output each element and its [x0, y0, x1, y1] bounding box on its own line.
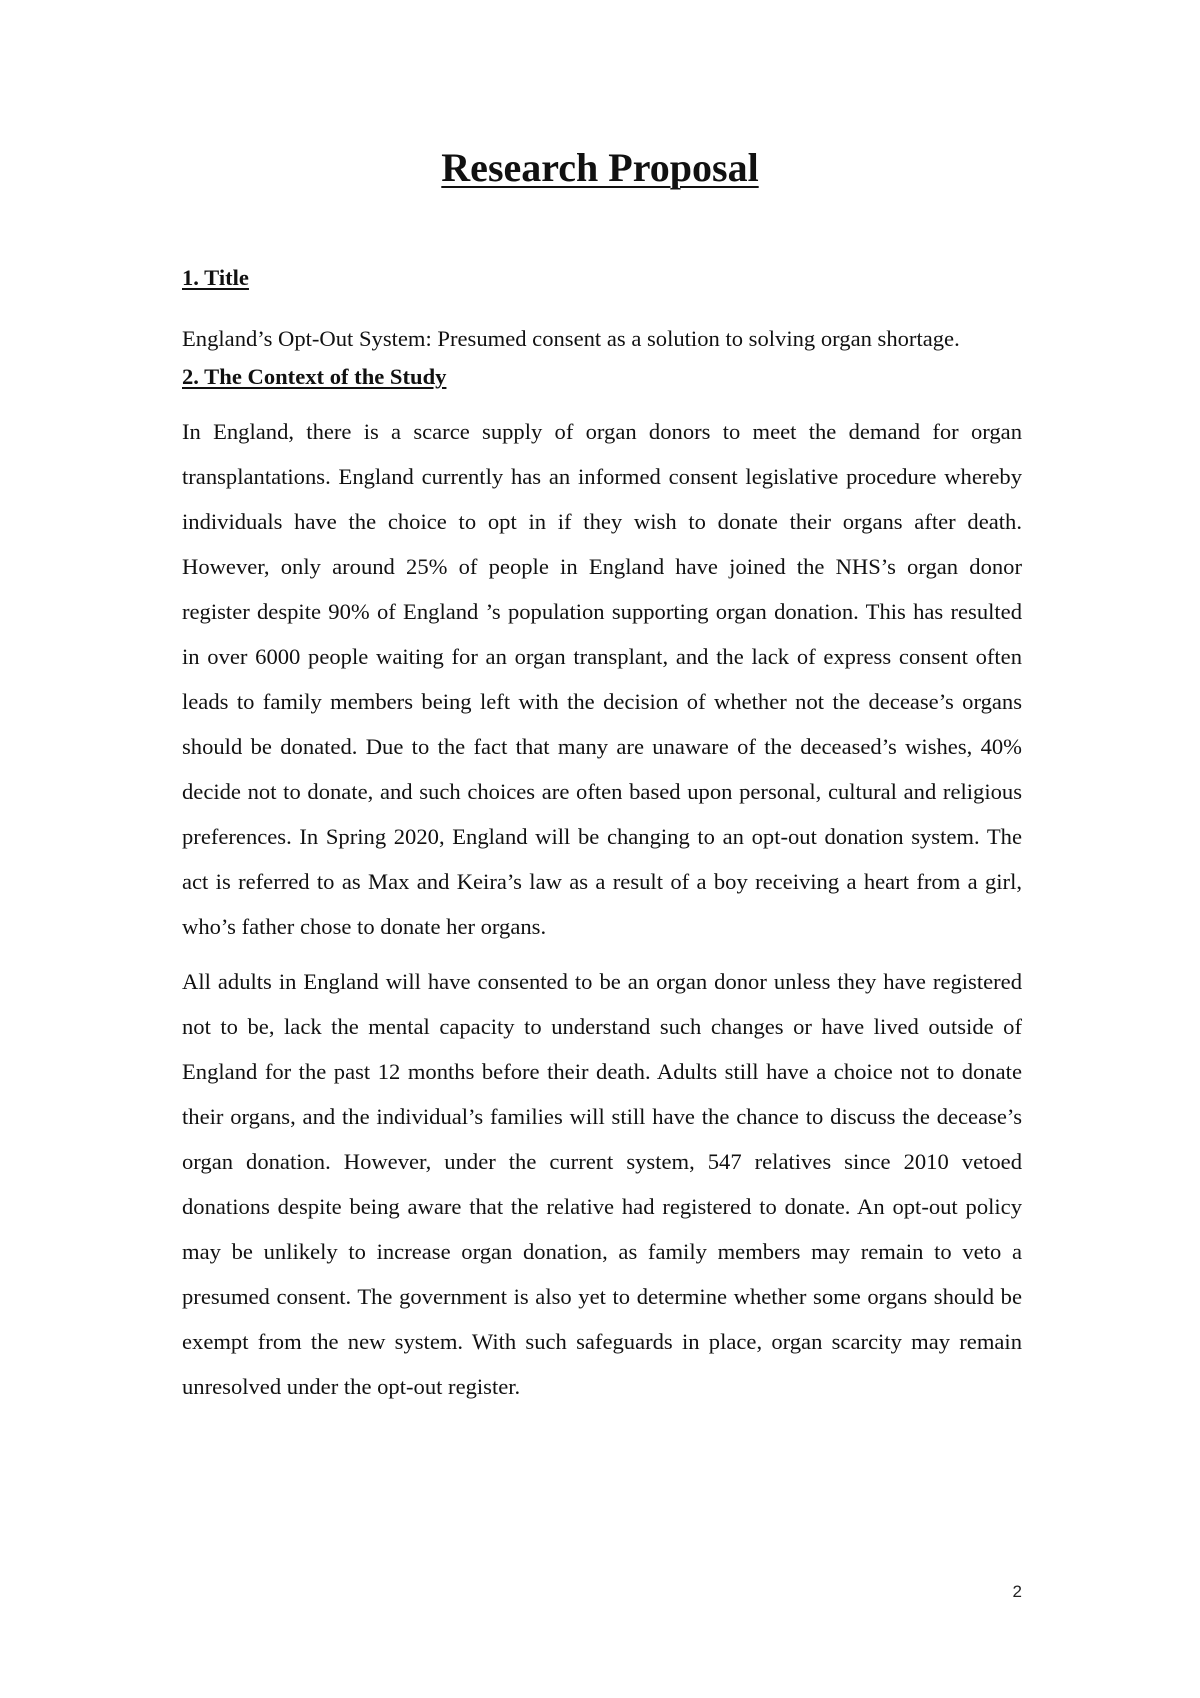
context-paragraph-2: All adults in England will have consented to be an organ donor unless they have registered not to be, lack the mental capacity to understand such changes or have lived outside of England for the past 12 months before their death. Adults still have a choice not to donate their organs, and the individual’s families will still have the chance to discuss the decease’s organ donation. However, under the current system, 547 relatives since 2010 vetoed donations despite being aware that the relative had registered to donate. An opt-out policy may be unlikely to increase organ donation, as family members may remain to veto a presumed consent. The government is also yet to determine whether some organs should be exempt from the new system. With such safeguards in place, organ scarcity may remain unresolved under the opt-out register. — [182, 969, 1022, 1399]
page-number: 2 — [1012, 1582, 1022, 1601]
section-heading-title: 1. Title — [182, 265, 249, 290]
context-paragraph-1: In England, there is a scarce supply of organ donors to meet the demand for organ transplantations. England currently has an informed consent legislative procedure whereby individuals have the choice to opt in if they wish to donate their organs after death. However, only around 25% of people in England have joined the NHS’s organ donor register despite 90% of England ’s population supporting organ donation. This has resulted in over 6000 people waiting for an organ transplant, and the lack of express consent often leads to family members being left with the decision of whether not the decease’s organs should be donated. Due to the fact that many are unaware of the deceased’s wishes, 40% decide not to donate, and such choices are often based upon personal, cultural and religious preferences. In Spring 2020, England will be changing to an opt-out donation system. The act is referred to as Max and Keira’s law as a result of a boy receiving a heart from a girl, who’s father chose to donate her organs. — [182, 419, 1022, 939]
document-body — [182, 262, 1022, 1409]
document-title: Research Proposal — [441, 145, 759, 190]
proposal-title-text: England’s Opt-Out System: Presumed consent as a solution to solving organ shortage. — [182, 326, 960, 351]
section-heading-context: 2. The Context of the Study — [182, 364, 447, 389]
